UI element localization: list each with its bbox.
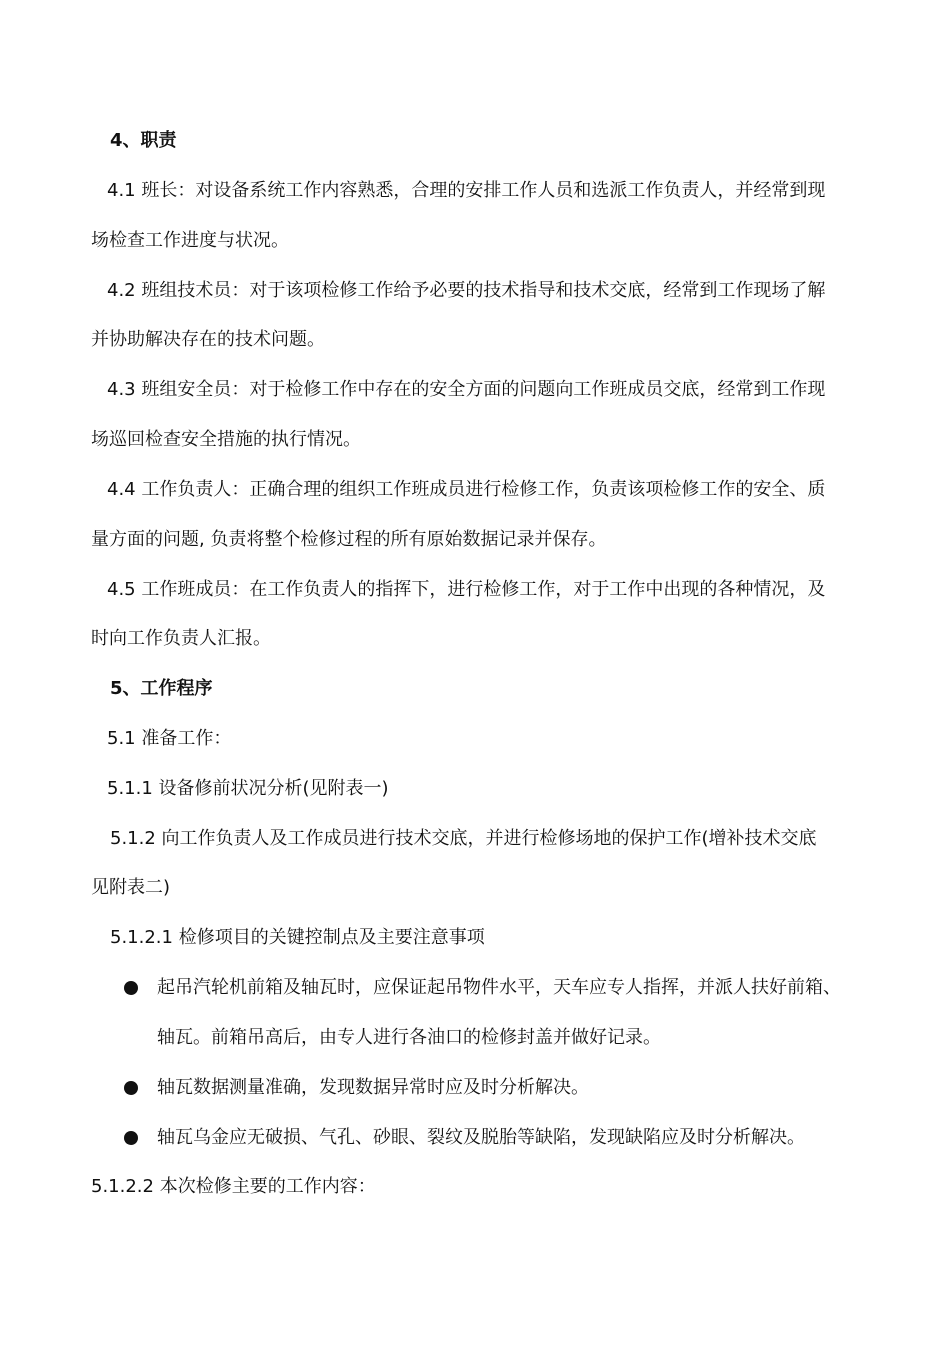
bullet-3: 轴瓦乌金应无破损、气孔、砂眼、裂纹及脱胎等缺陷，发现缺陷应及时分析解决。 — [157, 1127, 805, 1148]
item-4-4-line2: 量方面的问题, 负责将整个检修过程的所有原始数据记录并保存。 — [91, 529, 607, 550]
section-5-heading: 5、工作程序 — [110, 678, 213, 699]
item-4-1-line2: 场检查工作进度与状况。 — [91, 230, 289, 251]
bullet-1-line2: 轴瓦。前箱吊高后，由专人进行各油口的检修封盖并做好记录。 — [157, 1027, 661, 1048]
item-4-3-line2: 场巡回检查安全措施的执行情况。 — [91, 429, 361, 450]
item-5-1: 5.1 准备工作： — [107, 728, 232, 749]
item-5-1-1: 5.1.1 设备修前状况分析(见附表一) — [107, 778, 389, 799]
section-4-heading: 4、职责 — [110, 130, 177, 151]
item-5-1-2-2: 5.1.2.2 本次检修主要的工作内容： — [91, 1176, 376, 1197]
bullet-1-line1: 起吊汽轮机前箱及轴瓦时，应保证起吊物件水平，天车应专人指挥，并派人扶好前箱、 — [157, 977, 841, 998]
item-4-1-line1: 4.1 班长：对设备系统工作内容熟悉，合理的安排工作人员和选派工作负责人，并经常到现 — [107, 180, 826, 201]
item-4-4-line1: 4.4 工作负责人：正确合理的组织工作班成员进行检修工作，负责该项检修工作的安全、质 — [107, 479, 826, 500]
bullet-2: 轴瓦数据测量准确，发现数据异常时应及时分析解决。 — [157, 1077, 589, 1098]
item-5-1-2-line1: 5.1.2 向工作负责人及工作成员进行技术交底，并进行检修场地的保护工作(增补技术交底 — [110, 828, 817, 849]
item-4-2-line2: 并协助解决存在的技术问题。 — [91, 329, 325, 350]
item-5-1-2-line2: 见附表二) — [91, 877, 171, 898]
item-4-5-line1: 4.5 工作班成员：在工作负责人的指挥下，进行检修工作，对于工作中出现的各种情况，及 — [107, 579, 826, 600]
item-4-2-line1: 4.2 班组技术员：对于该项检修工作给予必要的技术指导和技术交底，经常到工作现场了解 — [107, 280, 826, 301]
item-4-3-line1: 4.3 班组安全员：对于检修工作中存在的安全方面的问题向工作班成员交底，经常到工作现 — [107, 379, 826, 400]
item-5-1-2-1: 5.1.2.1 检修项目的关键控制点及主要注意事项 — [110, 927, 485, 948]
item-4-5-line2: 时向工作负责人汇报。 — [91, 628, 271, 649]
